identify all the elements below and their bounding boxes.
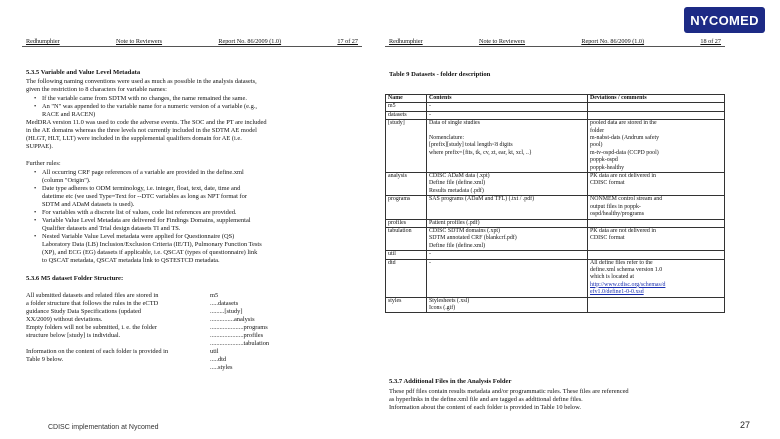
comments-line: CDISC format [590, 180, 625, 187]
contents-line: - [429, 251, 431, 258]
contents-line: Define file (define.xml) [429, 242, 486, 249]
comments-cell [588, 259, 725, 297]
bullet-item: • If the variable came from SDTM with no changes, the name remained the same. [42, 95, 247, 103]
contents-cell [427, 196, 588, 219]
table-row [386, 251, 725, 259]
body-line: guidance Study Data Specifications (updated [26, 308, 141, 315]
body-line: All submitted datasets and related files are stored in [26, 292, 159, 299]
rules-label: Further rules: [26, 160, 61, 167]
body-line: a folder structure that follows the rules in the eCTD [26, 300, 159, 307]
folder-name-cell: m5 [386, 103, 427, 111]
tree-node: .....datasets [210, 300, 239, 307]
body-line: Information on the content of each folder is provided in [26, 348, 169, 355]
comments-line: m-nabst-dats (Andrum safety [590, 135, 660, 142]
contents-line: Stylesheets (.xsl) [429, 297, 470, 304]
table-row [386, 297, 725, 313]
contents-line: Data of single studies [429, 120, 480, 127]
contents-cell [427, 219, 588, 227]
contents-line: Define file (define.xml) [429, 180, 486, 187]
contents-line: CDISC SDTM domains (.xpt) [429, 227, 501, 234]
column-header: Contents [427, 95, 588, 103]
table-row [386, 173, 725, 196]
table-row [386, 219, 725, 227]
body-line: structure below [study] is individual. [26, 332, 121, 339]
section-heading: 5.3.7 Additional Files in the Analysis Folder [389, 378, 512, 385]
comments-line: PK data are not delivered in [590, 227, 656, 234]
comments-line: m-tv-ospd-data (CCPD pool) [590, 149, 659, 156]
table-body [386, 103, 725, 313]
folder-name-cell: programs [386, 196, 427, 219]
body-line: RACE and RACEN) [42, 111, 96, 118]
contents-cell [427, 259, 588, 297]
contents-line: [prefix][study] total length<8 digits [429, 142, 513, 149]
header-doc: Note to Reviewers [115, 38, 163, 45]
contents-line: - [429, 103, 431, 110]
bullet-item: • Nested Variable Value Level metadata were applied for Questionnaire (QS) [42, 233, 234, 241]
comments-line: define.xml schema version 1.0 [590, 266, 663, 273]
column-header: Deviations / comments [588, 95, 725, 103]
header-author: Redhumphier [26, 38, 60, 45]
comments-line[interactable]: efv1.0/define1-0-0.xsd [590, 289, 644, 296]
contents-line: Nomenclature: [429, 135, 465, 142]
comments-line: ospd/healthy/programs [590, 211, 644, 218]
header-author: Redhumphier [389, 38, 423, 45]
body-line: Laboratory Data (LB) Inclusion/Exclusion Criteria (IE/TI), Pulmonary Function Tests [42, 241, 262, 248]
comments-line[interactable]: http://www.cdisc.org/schemas/d [590, 281, 666, 288]
comments-line: poppk-healthy [590, 164, 625, 171]
comments-line: CDISC format [590, 235, 625, 242]
contents-cell [427, 111, 588, 119]
tree-node: util [210, 348, 219, 355]
header-report: Report No. 86/2009 (1.0) [581, 38, 645, 45]
bullet-item: • Date type adheres to ODM terminology, i.e. integer, float, text, date, time and [42, 185, 240, 193]
comments-line: pooled data are stored in the [590, 120, 657, 127]
table-row [386, 120, 725, 173]
bullet-item: • An "N" was appended to the variable name for a numeric version of a variable (e.g., [42, 103, 257, 111]
folder-name-cell: profiles [386, 219, 427, 227]
bullet-item: • Variable Value Level Metadata are delivered for Findings Domains, supplemental [42, 217, 251, 225]
contents-line: Results metadata (.pdf) [429, 187, 484, 194]
contents-line [429, 128, 585, 135]
body-line: SUPPAE). [26, 143, 53, 150]
comments-cell [588, 173, 725, 196]
comments-cell [588, 251, 725, 259]
comments-line: pool) [590, 142, 603, 149]
contents-cell [427, 297, 588, 313]
tree-node: .....................programs [210, 324, 268, 331]
body-line: (column "Origin"). [42, 177, 91, 184]
nycomed-logo [684, 7, 765, 33]
contents-line: SAS programs (ADaM and TFL) (.txt / .pdf) [429, 196, 535, 203]
tree-node: .....dtd [210, 356, 227, 363]
slide-page-number: 27 [740, 420, 751, 430]
slide-footer: CDISC implementation at Nycomed [48, 424, 159, 431]
header-page: 17 of 27 [337, 38, 358, 45]
section-heading: 5.3.6 M5 dataset Folder Structure: [26, 275, 124, 282]
comments-cell [588, 227, 725, 250]
body-line: (XP), and ECG (EG) datasets if applicable, i.e. QSCAT (types of questionnaire) link [42, 249, 258, 256]
comments-cell [588, 111, 725, 119]
header-page: 18 of 27 [700, 38, 721, 45]
bullet-item: • For variables with a discrete list of values, code list references are provided. [42, 209, 237, 217]
body-line: The following naming conventions were used as much as possible in the analysis datasets, [26, 78, 257, 85]
folder-name-cell: util [386, 251, 427, 259]
body-line: to QSCAT metadata, QSCAT metadata link to QSTESTCD metadata. [42, 257, 220, 264]
folder-name-cell: [study] [386, 120, 427, 173]
body-line: Table 9 below. [26, 356, 64, 363]
left-document-page [22, 38, 362, 423]
table-row [386, 259, 725, 297]
comments-cell [588, 219, 725, 227]
contents-cell [427, 227, 588, 250]
body-line: Information about the content of each folder is provided in Table 10 below. [389, 404, 581, 411]
comments-cell [588, 297, 725, 313]
folder-name-cell: styles [386, 297, 427, 313]
body-line: These pdf files contain results metadata and/or programmatic rules. These files are referenced [389, 388, 629, 395]
folder-name-cell: tabulation [386, 227, 427, 250]
body-line: MedDRA version 11.0 was used to code the adverse events. The SOC and the PT are included [26, 119, 267, 126]
bullet-item: • All occurring CRF page references of a variable are provided in the define.xml [42, 169, 244, 177]
header-report: Report No. 86/2009 (1.0) [218, 38, 282, 45]
body-line: (HLGT, HLT, LLT) were included in the supplemental qualifiers domain for AE (i.e. [26, 135, 242, 142]
body-line: SDTM and ADaM datasets is used). [42, 201, 135, 208]
comments-line: poppk-ospd [590, 157, 618, 164]
table-row [386, 227, 725, 250]
tree-node: .....styles [210, 364, 233, 371]
comments-cell [588, 120, 725, 173]
right-document-page [385, 38, 725, 423]
body-line: Qualifier datasets and Trial design datasets TI and TS. [42, 225, 181, 232]
tree-node: .....................profiles [210, 332, 264, 339]
tree-node: .....................tabulation [210, 340, 270, 347]
comments-cell [588, 103, 725, 111]
contents-cell [427, 251, 588, 259]
comments-line: PK data are not delivered in [590, 173, 656, 180]
body-line: as hyperlinks in the define.xml file and are tagged as additional define files. [389, 396, 583, 403]
contents-cell [427, 120, 588, 173]
body-line: given the restriction to 8 characters for variable names: [26, 86, 167, 93]
contents-line: Patient profiles (.pdf) [429, 219, 480, 226]
comments-line: output files in poppk- [590, 203, 641, 210]
comments-cell [588, 196, 725, 219]
contents-line: Icons (.gif) [429, 304, 456, 311]
tree-node: ...............analysis [210, 316, 255, 323]
folder-name-cell: dtd [386, 259, 427, 297]
tree-node: m5 [210, 292, 219, 299]
contents-line: CDISC ADaM data (.xpt) [429, 173, 490, 180]
folder-name-cell: datasets [386, 111, 427, 119]
column-header: Name [386, 95, 427, 103]
contents-cell [427, 103, 588, 111]
table-row [386, 103, 725, 111]
contents-line: SDTM annotated CRF (blankcrf.pdf) [429, 235, 517, 242]
tree-node: .........[study] [210, 308, 243, 315]
body-line: Empty folders will not be submitted, i. e. the folder [26, 324, 157, 331]
contents-line: - [429, 111, 431, 118]
folder-description-table [385, 94, 725, 313]
contents-cell [427, 173, 588, 196]
table-row [386, 196, 725, 219]
comments-line: folder [590, 127, 605, 134]
table-caption: Table 9 Datasets - folder description [389, 71, 491, 78]
body-line: XX/2009) without deviations. [26, 316, 103, 323]
body-line: in the AE domains whereas the three levels not currently included in the SDTM AE model [26, 127, 257, 134]
comments-line: which is located at [590, 274, 635, 281]
folder-name-cell: analysis [386, 173, 427, 196]
contents-line: - [429, 259, 431, 266]
comments-line: All define files refer to the [590, 259, 653, 266]
body-line: datetime etc (we used Type=Text for --DTC variables as long as NPT format for [42, 193, 247, 200]
logo-text: NYCOMED [690, 12, 759, 28]
section-heading: 5.3.5 Variable and Value Level Metadata [26, 69, 141, 76]
table-row [386, 111, 725, 119]
header-doc: Note to Reviewers [478, 38, 526, 45]
left-page-header [22, 38, 362, 47]
right-page-header [385, 38, 725, 47]
table-header-row [386, 95, 725, 103]
contents-line: where prefix={fits, tk, cv, zt, ear, kt, xcl, ..} [429, 149, 532, 156]
comments-line: NONMEM control stream and [590, 196, 663, 203]
